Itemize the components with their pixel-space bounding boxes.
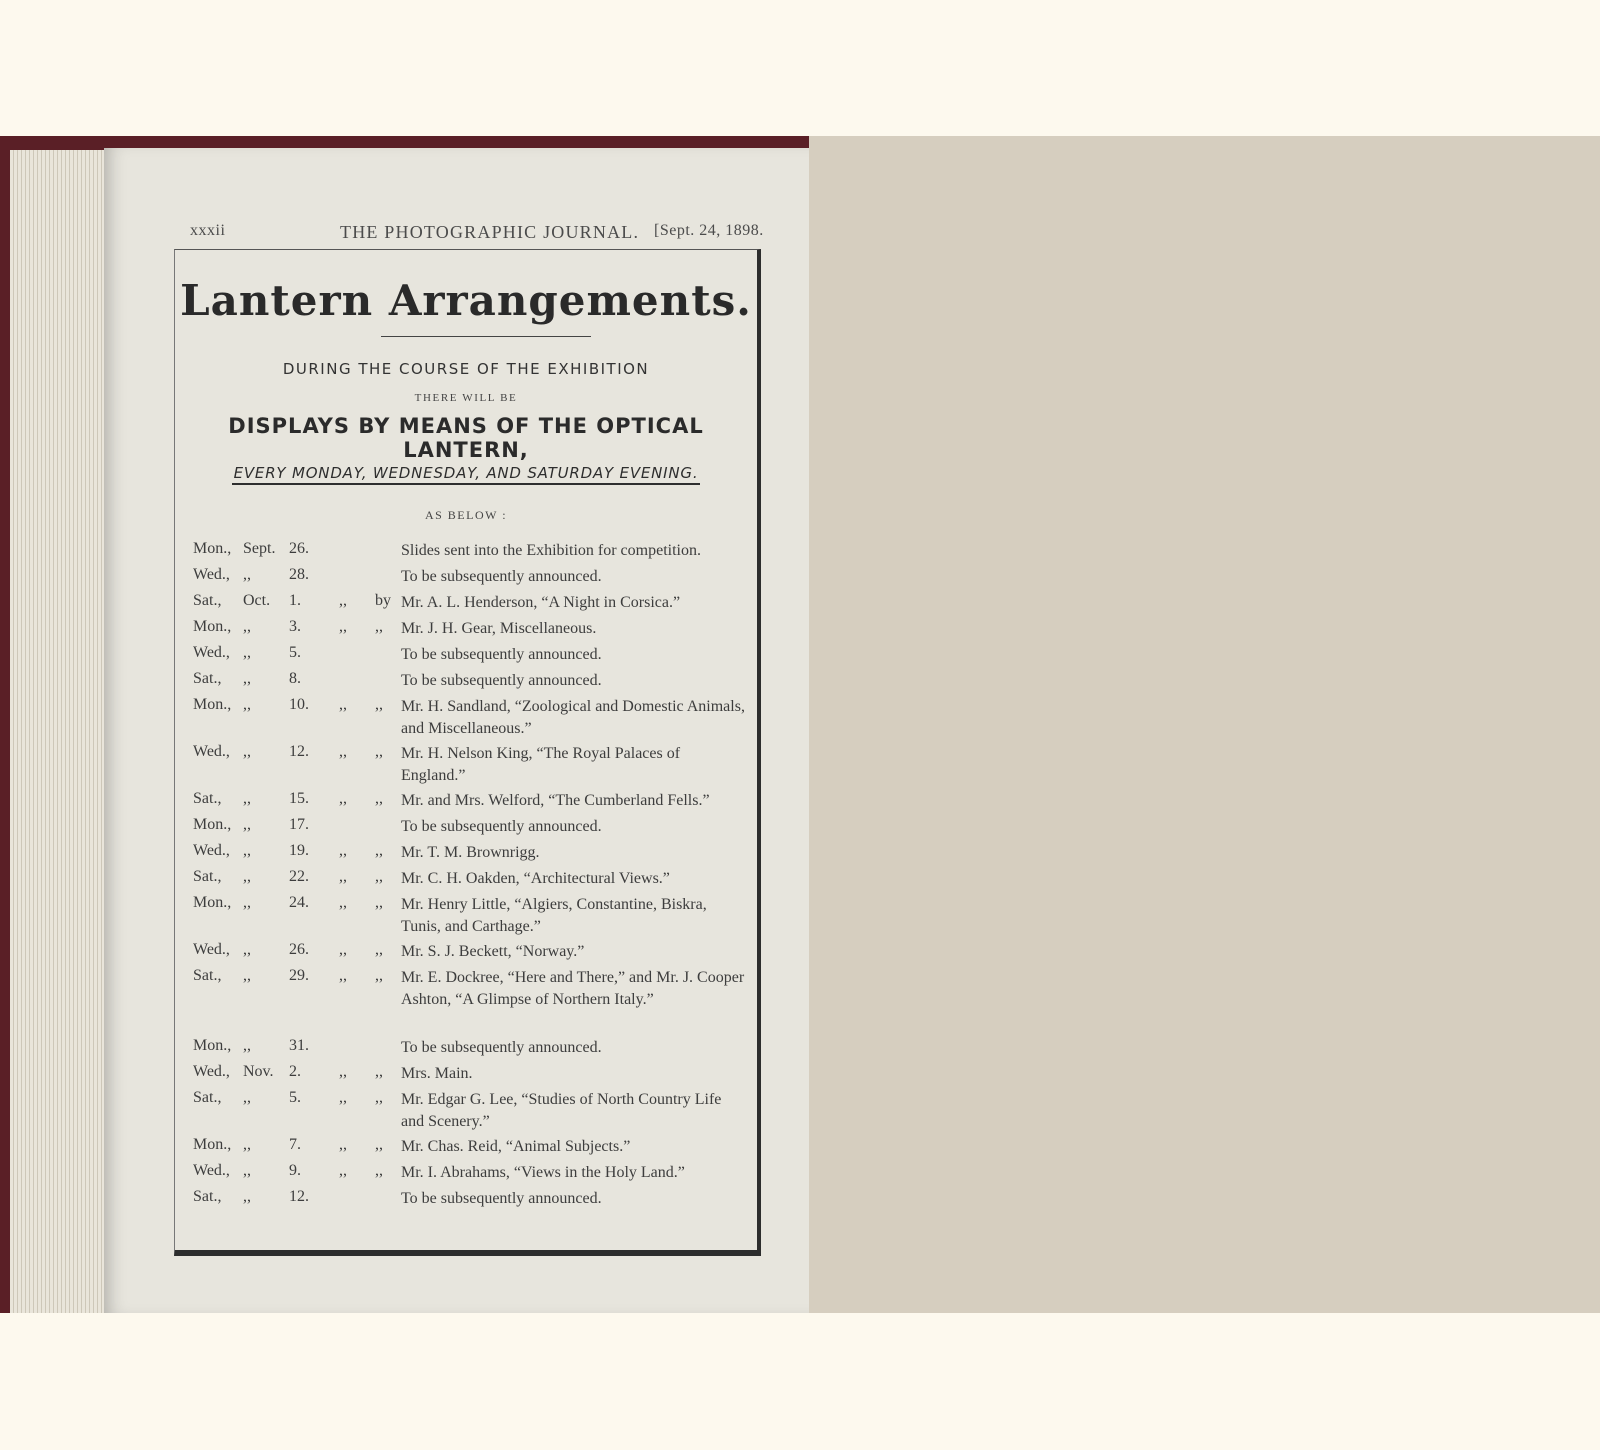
schedule-row [193,743,748,790]
schedule-day: Wed., [193,1063,230,1080]
schedule-day: Sat., [193,790,222,807]
schedule-row [193,1063,748,1089]
schedule-event: To be subsequently announced. [401,818,602,835]
page-edges [10,150,110,1313]
notice-as-below: AS BELOW : [424,508,508,522]
schedule-event: Mr. E. Dockree, “Here and There,” and Mr. J. Cooper Ashton, “A Glimpse of Northern Italy.” [401,969,745,1008]
schedule-event: Mr. T. M. Brownrigg. [401,844,540,861]
ditto-mark: by [375,592,391,609]
book-binding [0,136,809,1313]
schedule-event: To be subsequently announced. [401,1039,602,1056]
ditto-mark: ,, [339,696,347,713]
schedule-date: 31. [289,1037,309,1054]
schedule-month: Nov. [243,1063,274,1080]
schedule-month: ,, [243,670,251,687]
notice-line-1: DURING THE COURSE OF THE EXHIBITION [282,360,650,378]
schedule-day: Wed., [193,743,230,760]
schedule-day: Mon., [193,618,232,635]
ditto-mark: ,, [375,696,383,713]
ditto-mark: ,, [375,1089,383,1106]
notice-title: Lantern Arrangements. [180,276,752,325]
ditto-mark: ,, [375,790,383,807]
schedule-row [193,670,748,696]
schedule-month: ,, [243,743,251,760]
schedule-date: 19. [289,842,309,859]
schedule-month: ,, [243,1136,251,1153]
schedule-row [193,618,748,644]
schedule-month: ,, [243,1162,251,1179]
schedule-date: 12. [289,743,309,760]
schedule-month: ,, [243,1089,251,1106]
ditto-mark: ,, [339,1089,347,1106]
schedule-month: ,, [243,644,251,661]
schedule-month: ,, [243,618,251,635]
schedule-row [193,941,748,967]
schedule-event: Mr. H. Sandland, “Zoological and Domestic Animals, and Miscellaneous.” [401,698,745,737]
schedule-day: Sat., [193,670,222,687]
schedule-day: Mon., [193,540,232,557]
ditto-mark: ,, [375,618,383,635]
ditto-mark: ,, [339,1162,347,1179]
schedule-row [193,1162,748,1188]
notice-line-2: THERE WILL BE [414,392,518,404]
schedule-month: ,, [243,816,251,833]
schedule-row [193,644,748,670]
schedule-row [193,868,748,894]
schedule-date: 22. [289,868,309,885]
schedule-month: ,, [243,1037,251,1054]
schedule-row [193,592,748,618]
schedule-date: 8. [289,670,301,687]
schedule-row [193,1188,748,1214]
schedule-day: Mon., [193,894,232,911]
schedule-event: Mr. S. J. Beckett, “Norway.” [401,943,585,960]
schedule-row [193,566,748,592]
schedule-date: 5. [289,644,301,661]
schedule-event: To be subsequently announced. [401,568,602,585]
ditto-mark: ,, [375,842,383,859]
ditto-mark: ,, [375,743,383,760]
ditto-mark: ,, [339,743,347,760]
schedule-event: Mr. Henry Little, “Algiers, Constantine, Biskra, Tunis, and Carthage.” [401,896,707,935]
ditto-mark: ,, [339,842,347,859]
schedule-month: ,, [243,566,251,583]
schedule-month: Oct. [243,592,271,609]
schedule-event: Mr. Edgar G. Lee, “Studies of North Country Life and Scenery.” [401,1091,722,1130]
schedule-day: Sat., [193,1089,222,1106]
schedule-list [193,540,748,1214]
schedule-row [193,894,748,941]
schedule-date: 17. [289,816,309,833]
ditto-mark: ,, [375,1162,383,1179]
schedule-event: To be subsequently announced. [401,1190,602,1207]
schedule-month: ,, [243,967,251,984]
schedule-event: To be subsequently announced. [401,672,602,689]
schedule-date: 26. [289,941,309,958]
schedule-row [193,790,748,816]
schedule-date: 7. [289,1136,301,1153]
schedule-month: ,, [243,868,251,885]
schedule-day: Sat., [193,592,222,609]
schedule-date: 1. [289,592,301,609]
schedule-event: Mr. J. H. Gear, Miscellaneous. [401,620,597,637]
schedule-date: 29. [289,967,309,984]
schedule-date: 12. [289,1188,309,1205]
ditto-mark: ,, [339,592,347,609]
schedule-month: Sept. [243,540,276,557]
schedule-date: 24. [289,894,309,911]
ditto-mark: ,, [375,1063,383,1080]
schedule-event: Mr. C. H. Oakden, “Architectural Views.” [401,870,670,887]
ditto-mark: ,, [339,941,347,958]
ditto-mark: ,, [339,790,347,807]
schedule-month: ,, [243,941,251,958]
schedule-date: 28. [289,566,309,583]
schedule-month: ,, [243,696,251,713]
schedule-row [193,842,748,868]
schedule-event: Mr. and Mrs. Welford, “The Cumberland Fells.” [401,792,710,809]
notice-box [174,249,761,1256]
schedule-event: To be subsequently announced. [401,646,602,663]
ditto-mark: ,, [375,941,383,958]
ditto-mark: ,, [339,868,347,885]
schedule-day: Mon., [193,696,232,713]
notice-evenings-text: EVERY MONDAY, WEDNESDAY, AND SATURDAY EVENING. [232,464,701,485]
ditto-mark: ,, [375,967,383,984]
ditto-mark: ,, [375,1136,383,1153]
schedule-day: Wed., [193,941,230,958]
schedule-date: 2. [289,1063,301,1080]
journal-title: THE PHOTOGRAPHIC JOURNAL. [340,222,640,242]
schedule-day: Wed., [193,1162,230,1179]
schedule-date: 10. [289,696,309,713]
schedule-day: Sat., [193,1188,222,1205]
schedule-row [193,1089,748,1136]
ditto-mark: ,, [375,868,383,885]
schedule-month: ,, [243,790,251,807]
schedule-event: Mr. H. Nelson King, “The Royal Palaces of England.” [401,745,681,784]
schedule-row [193,1037,748,1063]
ditto-mark: ,, [339,618,347,635]
ditto-mark: ,, [375,894,383,911]
schedule-day: Mon., [193,816,232,833]
schedule-date: 9. [289,1162,301,1179]
issue-date: [Sept. 24, 1898. [654,222,764,239]
title-rule [381,336,591,337]
schedule-event: Mr. Chas. Reid, “Animal Subjects.” [401,1138,631,1155]
schedule-day: Sat., [193,868,222,885]
schedule-day: Mon., [193,1037,232,1054]
schedule-month: ,, [243,842,251,859]
ditto-mark: ,, [339,967,347,984]
schedule-month: ,, [243,1188,251,1205]
schedule-row [193,816,748,842]
book-scan [0,136,1600,1313]
schedule-event: Mr. I. Abrahams, “Views in the Holy Land.” [401,1164,685,1181]
schedule-day: Mon., [193,1136,232,1153]
schedule-date: 15. [289,790,309,807]
schedule-day: Wed., [193,842,230,859]
schedule-event: Slides sent into the Exhibition for competition. [401,542,701,559]
schedule-row [193,696,748,743]
journal-page [104,148,809,1313]
schedule-day: Wed., [193,566,230,583]
schedule-day: Wed., [193,644,230,661]
schedule-event: Mr. A. L. Henderson, “A Night in Corsica.” [401,594,681,611]
schedule-date: 26. [289,540,309,557]
notice-headline: DISPLAYS BY MEANS OF THE OPTICAL LANTERN, [228,414,704,462]
schedule-event: Mrs. Main. [401,1065,473,1082]
notice-evenings [175,464,757,482]
ditto-mark: ,, [339,894,347,911]
schedule-month: ,, [243,894,251,911]
schedule-row [193,540,748,566]
schedule-row [193,1136,748,1162]
schedule-date: 5. [289,1089,301,1106]
schedule-row [193,967,748,1037]
page-number: xxxii [190,222,226,239]
schedule-date: 3. [289,618,301,635]
ditto-mark: ,, [339,1136,347,1153]
schedule-day: Sat., [193,967,222,984]
ditto-mark: ,, [339,1063,347,1080]
